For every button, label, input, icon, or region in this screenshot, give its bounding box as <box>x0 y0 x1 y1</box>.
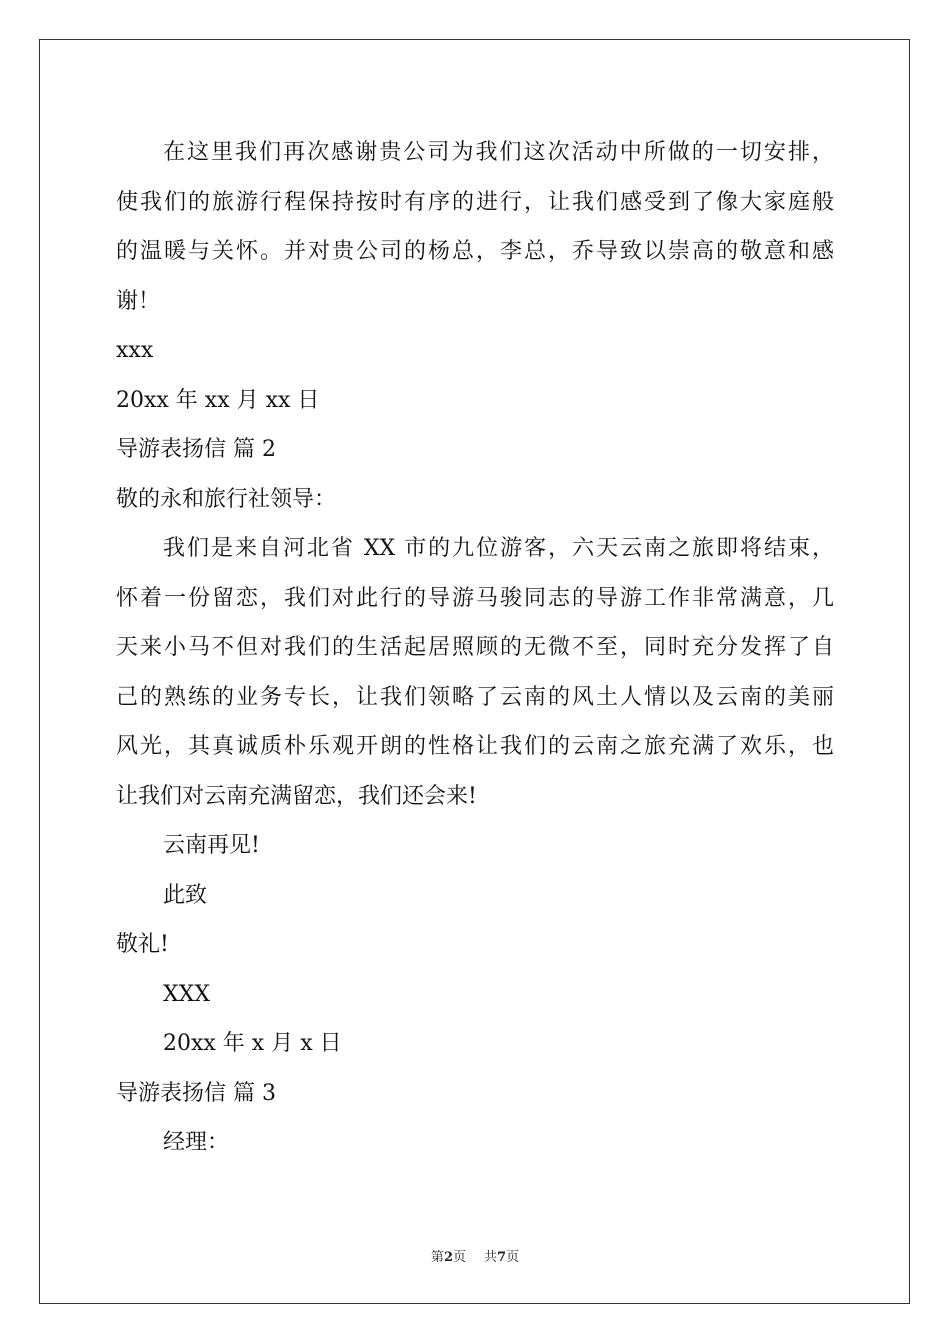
total-label-suffix: 页 <box>506 1250 520 1265</box>
letter1-line-3: 的温暖与关怀。并对贵公司的杨总，李总，乔导致以崇高的敬意和感 <box>116 239 834 264</box>
letter2-farewell: 云南再见! <box>163 833 260 858</box>
letter2-regards: 敬礼! <box>116 932 169 957</box>
letter2-line-5: 风光，其真诚质朴乐观开朗的性格让我们的云南之旅充满了欢乐，也 <box>116 734 834 759</box>
letter2-heading: 导游表扬信 篇 2 <box>116 437 276 462</box>
letter1-line-2: 使我们的旅游行程保持按时有序的进行，让我们感受到了像大家庭般 <box>116 189 834 215</box>
letter3-heading: 导游表扬信 篇 3 <box>116 1080 276 1106</box>
page-label-suffix: 页 <box>452 1250 466 1265</box>
letter2-line-1: 我们是来自河北省 XX 市的九位游客，六天云南之旅即将结束， <box>163 536 834 561</box>
letter1-signature: xxx <box>116 338 154 363</box>
letter1-line-4: 谢！ <box>116 288 161 314</box>
letter2-signature: XXX <box>163 981 210 1007</box>
total-label-prefix: 共 <box>484 1250 498 1265</box>
page-footer <box>0 1246 950 1265</box>
letter2-line-4: 己的熟练的业务专长，让我们领略了云南的风土人情以及云南的美丽 <box>116 684 834 710</box>
letter1-line-1: 在这里我们再次感谢贵公司为我们这次活动中所做的一切安排， <box>163 140 834 165</box>
letter2-closing: 此致 <box>163 882 208 908</box>
total-page-number: 7 <box>497 1250 507 1265</box>
letter1-date: 20xx 年 xx 月 xx 日 <box>116 387 320 413</box>
document-body <box>116 128 834 1168</box>
letter2-line-3: 天来小马不但对我们的生活起居照顾的无微不至，同时充分发挥了自 <box>116 635 834 660</box>
letter2-line-2: 怀着一份留恋，我们对此行的导游马骏同志的导游工作非常满意，几 <box>116 585 834 611</box>
letter2-salutation: 敬的永和旅行社领导： <box>116 486 337 512</box>
current-page-number: 2 <box>443 1250 453 1265</box>
letter2-date: 20xx 年 x 月 x 日 <box>163 1031 342 1056</box>
letter2-line-6: 让我们对云南充满留恋，我们还会来! <box>116 783 477 809</box>
page-label-prefix: 第 <box>430 1250 444 1265</box>
letter3-salutation: 经理： <box>163 1130 230 1155</box>
